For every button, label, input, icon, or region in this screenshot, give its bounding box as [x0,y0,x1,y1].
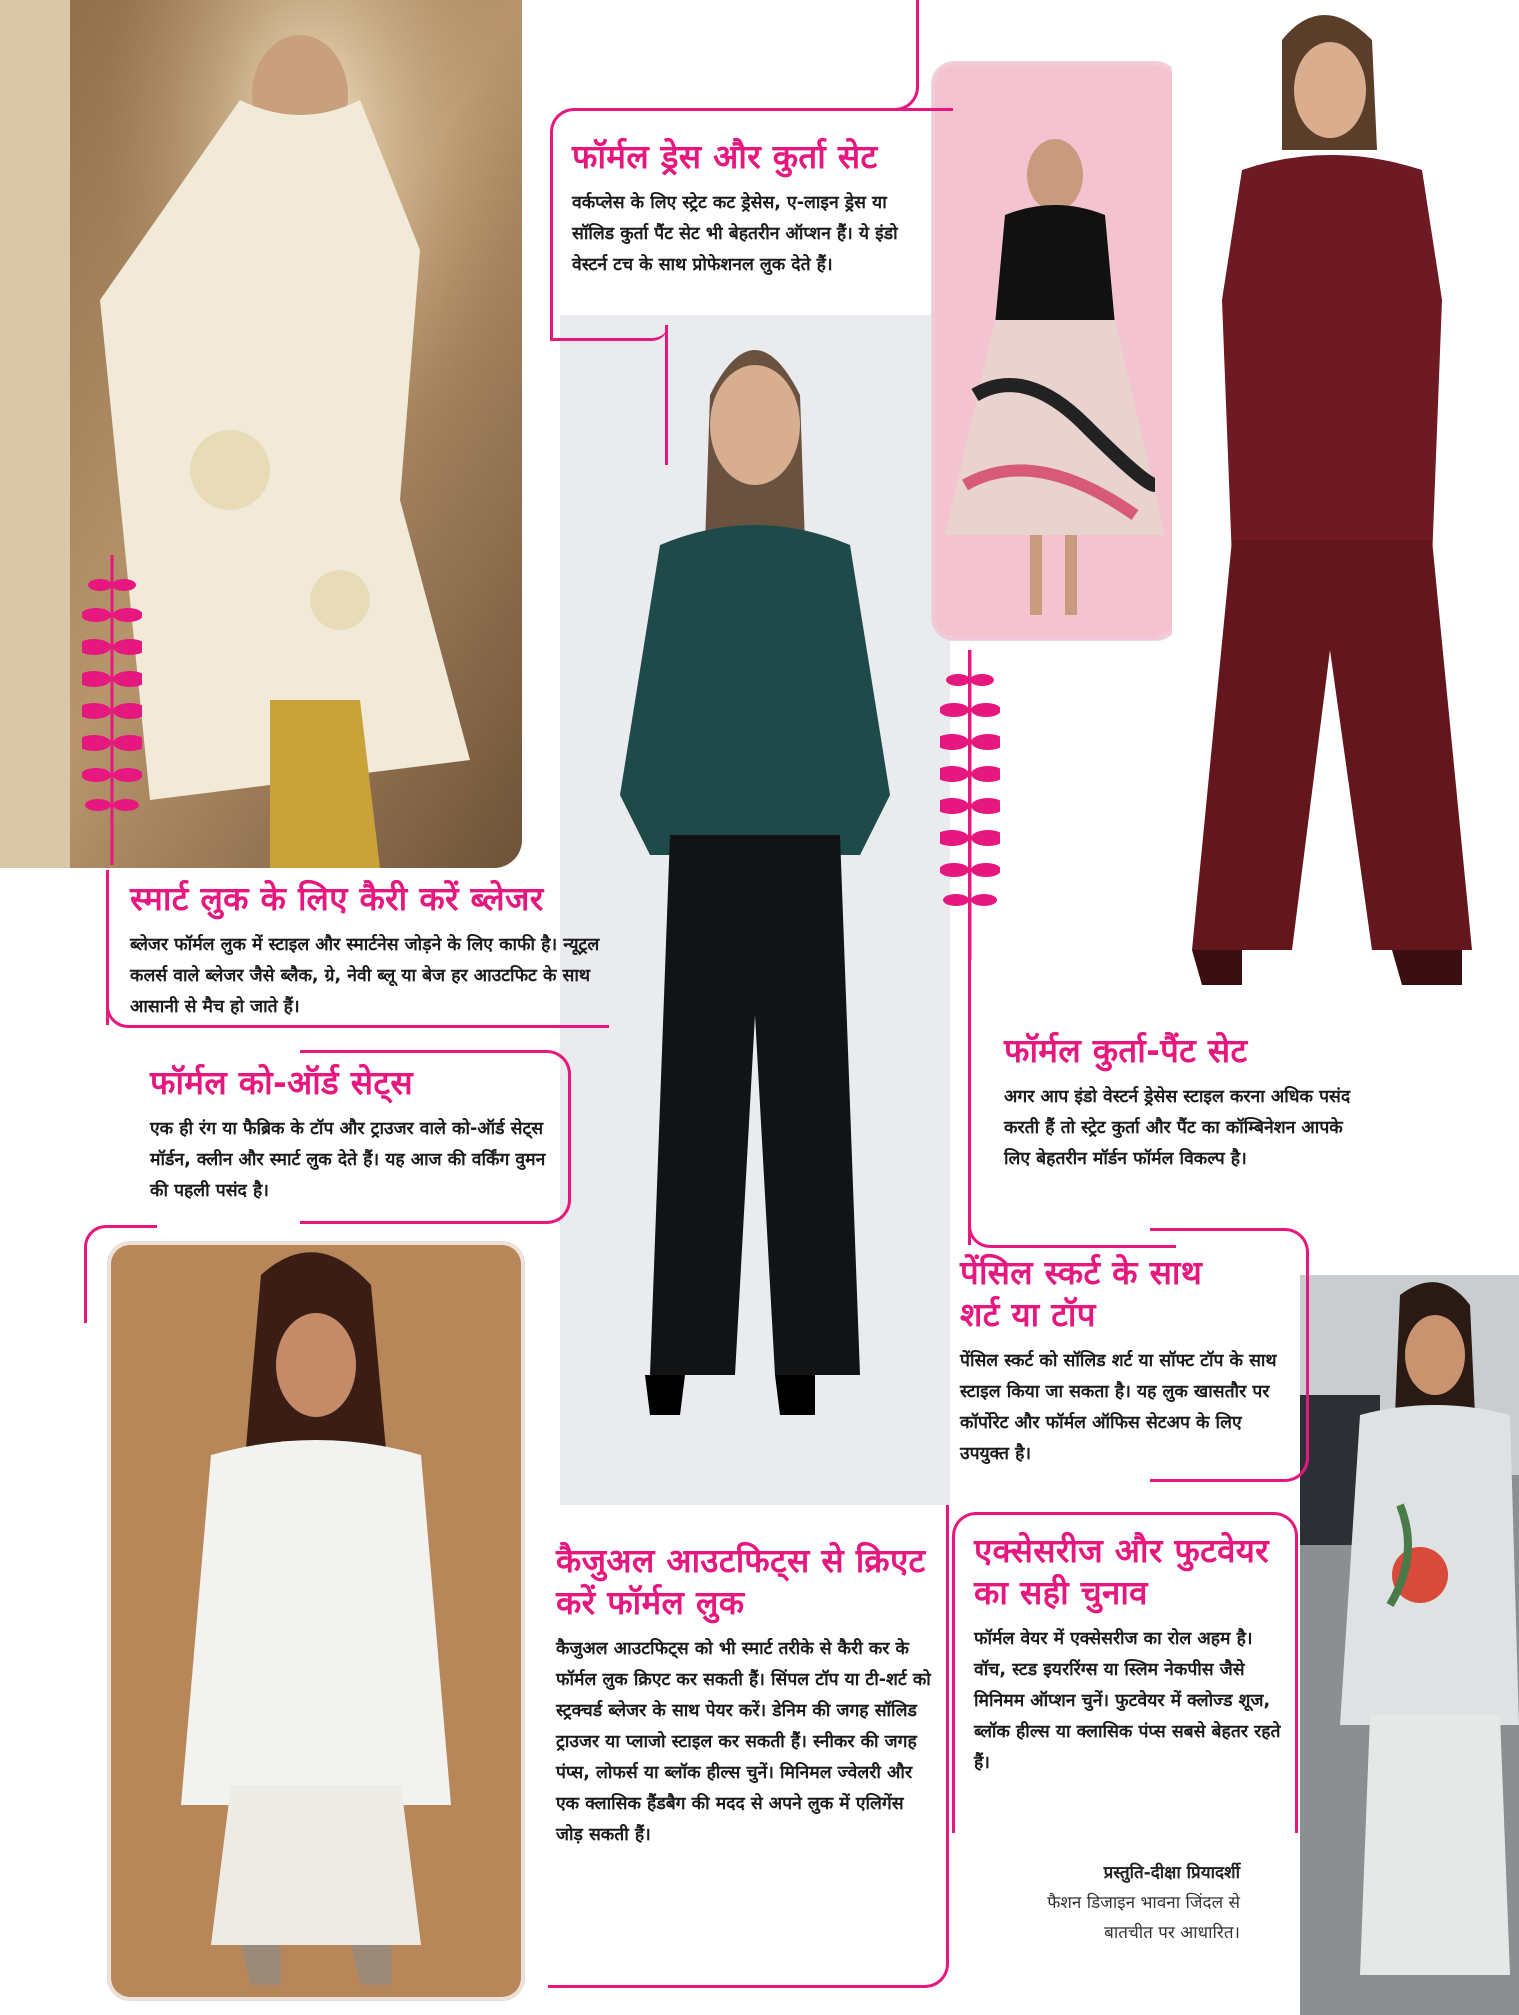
credit-author: प्रस्तुति-दीक्षा प्रियादर्शी [1103,1863,1240,1883]
section-title: एक्सेसरीज और फुटवेयर का सही चुनाव [974,1531,1269,1612]
photo-floral-outfit [1300,1275,1519,2015]
decorative-vine-right [940,650,1000,960]
section-title: स्मार्ट लुक के लिए कैरी करें ब्लेजर [130,879,544,918]
photo-pink-skirt [932,62,1178,640]
section-casual [556,1540,936,1851]
credit-note: बातचीत पर आधारित। [1104,1923,1240,1943]
section-body: एक ही रंग या फैब्रिक के टॉप और ट्राउजर वाले को-ऑर्ड सेट्स मॉर्डन, क्लीन और स्मार्ट लुक देते हैं। यह आज की वर्किंग वुमन की पहली पसंद है। [150,1119,546,1201]
frame-kurta-pant-bottom [968,1200,1176,1248]
section-pencil [960,1252,1296,1470]
section-title: फॉर्मल ड्रेस और कुर्ता सेट [572,137,878,176]
photo-maroon-suit [1172,0,1519,1010]
section-body: फॉर्मल वेयर में एक्सेसरीज का रोल अहम है। वॉच, स्टड इयररिंग्स या स्लिम नेकपीस जैसे मिनिमम ऑप्शन चुनें। फुटवेयर में क्लोज्ड शूज, ब्लॉक हील्स या क्लासिक पंप्स सबसे बेहतर रहते हैं। [974,1629,1281,1773]
section-title: पेंसिल स्कर्ट के साथ शर्ट या टॉप [960,1253,1203,1334]
section-body: ब्लेजर फॉर्मल लुक में स्टाइल और स्मार्टनेस जोड़ने के लिए काफी है। न्यूट्रल कलर्स वाले ब्लेजर जैसे ब्लैक, ग्रे, नेवी ब्लू या बेज हर आउटफिट के साथ आसानी से मैच हो जाते हैं। [130,935,600,1017]
section-title: फॉर्मल कुर्ता-पैंट सेट [1004,1031,1248,1070]
section-title: कैजुअल आउटफिट्स से क्रिएट करें फॉर्मल लुक [556,1541,926,1622]
frame-formal-dress-drop [665,325,668,465]
photo-white-kurta [108,1242,524,2000]
section-kurta-pant [1004,1030,1354,1175]
section-accessories [974,1530,1290,1779]
credit-block [990,1858,1240,1948]
frame-formal-dress-bottom [550,310,668,341]
frame-formal-dress-top [880,0,919,111]
section-body: पेंसिल स्कर्ट को सॉलिड शर्ट या सॉफ्ट टॉप के साथ स्टाइल किया जा सकता है। यह लुक खासतौर पर कॉर्पोरेट और फॉर्मल ऑफिस सेटअप के लिए उपयुक्त है। [960,1351,1277,1464]
section-body: कैजुअल आउटफिट्स को भी स्मार्ट तरीके से कैरी कर के फॉर्मल लुक क्रिएट कर सकती हैं। सिंपल टॉप या टी-शर्ट को स्ट्रक्चर्ड ब्लेजर के साथ पेयर करें। डेनिम की जगह सॉलिड ट्राउजर या प्लाजो स्टाइल कर सकती हैं। स्नीकर की जगह पंप्स, लोफर्स या ब्लॉक हील्स चुनें। मिनिमल ज्वेलरी और एक क्लासिक हैंडबैग की मदद से अपने लुक में एलिगेंस जोड़ सकती हैं। [556,1639,931,1845]
section-body: अगर आप इंडो वेस्टर्न ड्रेसेस स्टाइल करना अधिक पसंद करती हैं तो स्ट्रेट कुर्ता और पैंट का कॉम्बिनेशन आपके लिए बेहतरीन मॉर्डन फॉर्मल विकल्प है। [1004,1087,1351,1169]
section-body: वर्कप्लेस के लिए स्ट्रेट कट ड्रेसेस, ए-लाइन ड्रेस या सॉलिड कुर्ता पैंट सेट भी बेहतरीन ऑप्शन हैं। ये इंडो वेस्टर्न टच के साथ प्रोफेशनल लुक देते हैं। [572,193,898,275]
section-title: फॉर्मल को-ऑर्ड सेट्स [150,1063,413,1102]
frame-white-kurta [84,1225,157,1323]
section-formal-dress [572,136,922,281]
photo-teal-shirt [560,315,950,1505]
section-coord [150,1062,550,1207]
decorative-vine-left [82,555,142,865]
credit-expert: फैशन डिजाइन भावना जिंदल से [1047,1893,1240,1913]
section-blazer [130,878,610,1023]
photo-cream-kurta [0,0,522,868]
